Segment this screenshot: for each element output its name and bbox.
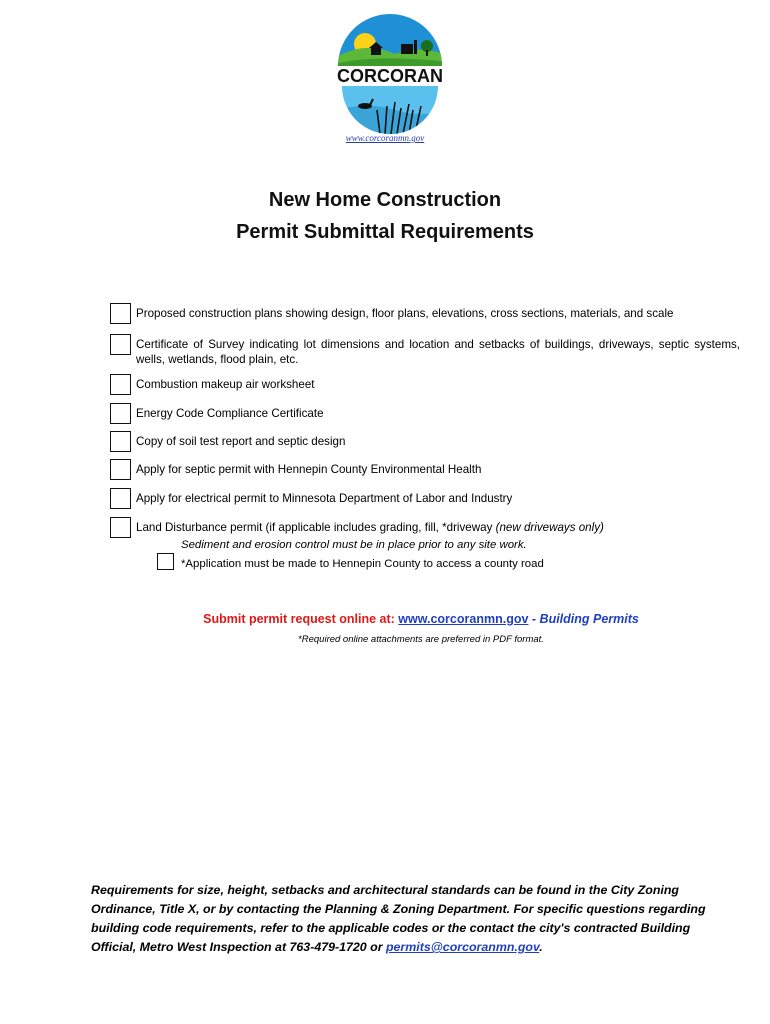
checkbox[interactable] bbox=[110, 488, 131, 509]
website-link[interactable]: www.corcoranmn.gov bbox=[345, 133, 425, 143]
footer-period: . bbox=[539, 940, 543, 954]
logo-text: CORCORAN bbox=[337, 66, 443, 86]
checklist-item-label: Copy of soil test report and septic design bbox=[136, 435, 346, 448]
footer-text: Requirements for size, height, setbacks and architectural standards can be found in the City Zoning Ordinance, Title X, or by contacting the Planning & Zoning Department. For specific questions regarding building code requirements, refer to the applicable codes or the contact the city's contracted Building Official, Metro West Inspection at 763-479-1720 or bbox=[91, 883, 706, 954]
submit-instructions bbox=[0, 612, 770, 626]
checkbox[interactable] bbox=[110, 303, 131, 324]
submit-prefix: Submit permit request online at: bbox=[203, 612, 395, 626]
page-title bbox=[0, 184, 770, 248]
erosion-control-note: Sediment and erosion control must be in place prior to any site work. bbox=[181, 539, 527, 551]
title-line-1: New Home Construction bbox=[268, 189, 502, 211]
checkbox[interactable] bbox=[110, 431, 131, 452]
checklist-item-label: Apply for electrical permit to Minnesota Department of Labor and Industry bbox=[136, 492, 513, 505]
checklist-item-label bbox=[136, 520, 740, 535]
checkbox[interactable] bbox=[110, 517, 131, 538]
checklist-item-label: Proposed construction plans showing design, floor plans, elevations, cross sections, materials, and scale bbox=[136, 307, 674, 320]
checkbox[interactable] bbox=[110, 403, 131, 424]
submit-link[interactable]: www.corcoranmn.gov bbox=[398, 612, 529, 626]
footer-note bbox=[91, 881, 731, 957]
corcoran-logo bbox=[325, 14, 455, 136]
sub-checkbox[interactable] bbox=[157, 553, 174, 570]
checkbox[interactable] bbox=[110, 334, 131, 355]
checklist-item-label: Apply for septic permit with Hennepin County Environmental Health bbox=[136, 463, 482, 476]
sub-checklist-label: *Application must be made to Hennepin County to access a county road bbox=[181, 558, 544, 570]
title-line-2: Permit Submittal Requirements bbox=[236, 221, 534, 243]
checklist-item-label: Combustion makeup air worksheet bbox=[136, 378, 315, 391]
checklist-item-label: Energy Code Compliance Certificate bbox=[136, 407, 324, 420]
email-link[interactable]: permits@corcoranmn.gov bbox=[385, 940, 540, 954]
attachment-note: *Required online attachments are preferred in PDF format. bbox=[298, 634, 544, 645]
submit-suffix: - Building Permits bbox=[531, 612, 639, 626]
checklist-item-label-italic: (new driveways only) bbox=[495, 521, 604, 534]
checklist-item-label: Certificate of Survey indicating lot dimensions and location and setbacks of buildings, driveways, septic systems, wells, wetlands, flood plain, etc. bbox=[136, 338, 740, 366]
checklist-item-label-main: Land Disturbance permit (if applicable includes grading, fill, *driveway bbox=[136, 521, 493, 534]
checkbox[interactable] bbox=[110, 374, 131, 395]
checkbox[interactable] bbox=[110, 459, 131, 480]
